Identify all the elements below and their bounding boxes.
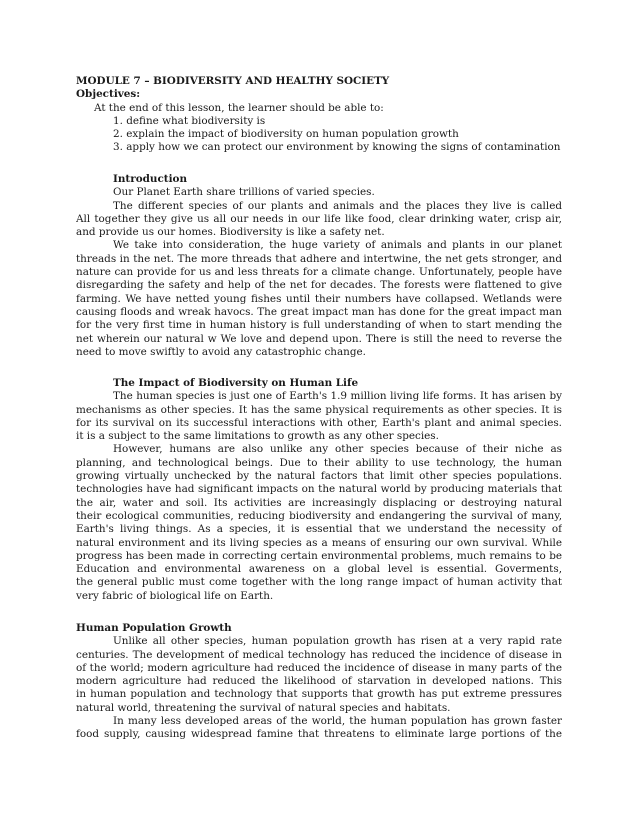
paragraph-line: Earth's living things. As a species, it is essential that we understand the necessity of xyxy=(76,523,562,536)
paragraph-line: need to move swiftly to avoid any catastrophic change. xyxy=(76,345,366,358)
paragraph-line: progress has been made in correcting certain environmental problems, much remains to be xyxy=(76,549,562,562)
paragraph-line: net wherein our natural w We love and depend upon. There is still the need to reverse the xyxy=(76,332,562,345)
paragraph-line: disregarding the safety and help of the net for decades. The forests were flattened to give xyxy=(76,279,562,292)
paragraph-line: food supply, causing widespread famine that threatens to eliminate large portions of the xyxy=(76,728,562,741)
paragraph-line: The different species of our plants and animals and the places they live is called xyxy=(113,199,562,212)
paragraph-line: Education and environmental awareness on a global level is essential. Goverments, xyxy=(76,563,562,576)
paragraph-line: farming. We have netted young fishes until their numbers have collapsed. Wetlands were xyxy=(76,292,562,305)
module-header xyxy=(76,75,562,155)
paragraph-line: However, humans are also unlike any other species because of their niche as xyxy=(113,443,562,456)
paragraph-line: technologies have had significant impacts on the natural world by producing materials that xyxy=(76,483,562,496)
paragraph-line: centuries. The development of medical technology has reduced the incidence of disease in xyxy=(76,648,562,661)
paragraph-line: growing virtually unchecked by the natural factors that limit other species populations. xyxy=(76,470,562,483)
module-title: MODULE 7 – BIODIVERSITY AND HEALTHY SOCIETY xyxy=(76,75,390,87)
impact-section xyxy=(76,377,562,603)
paragraph-line: and provide us our homes. Biodiversity is like a safety net. xyxy=(76,226,385,239)
objectives-intro: At the end of this lesson, the learner should be able to: xyxy=(94,101,384,114)
paragraph-line: it is a subject to the same limitations to growth as any other species. xyxy=(76,430,439,443)
objective-item: 2. explain the impact of biodiversity on human population growth xyxy=(113,128,459,141)
paragraph-line: modern agriculture had reduced the likelihood of starvation in developed nations. This xyxy=(76,675,562,688)
paragraph-line: nature can provide for us and less threats for a climate change. Unfortunately, people have xyxy=(76,266,562,279)
paragraph-line: threads in the net. The more threads that adhere and intertwine, the net gets stronger, and xyxy=(76,252,562,265)
paragraph-line: We take into consideration, the huge variety of animals and plants in our planet xyxy=(113,239,562,252)
paragraph-line: planning, and technological beings. Due to their ability to use technology, the human xyxy=(76,456,562,469)
section-heading: The Impact of Biodiversity on Human Life xyxy=(113,377,359,389)
paragraph-line: the general public must come together with the long range impact of human activity that xyxy=(76,576,562,589)
paragraph-line: for its survival on its successful interactions with other, Earth's plant and animal species. xyxy=(76,416,562,429)
objectives-label: Objectives: xyxy=(76,88,141,101)
population-growth-section xyxy=(76,622,562,742)
paragraph-line: of the world; modern agriculture had reduced the incidence of disease in many parts of the xyxy=(76,661,562,674)
paragraph-line: mechanisms as other species. It has the same physical requirements as other species. It is xyxy=(76,403,562,416)
objective-item: 1. define what biodiversity is xyxy=(113,114,266,127)
paragraph-line: natural environment and its living species as a means of ensuring our own survival. While xyxy=(76,536,562,549)
section-heading: Introduction xyxy=(113,173,187,185)
paragraph-line: in human population and technology that supports that growth has put extreme pressures xyxy=(76,688,562,701)
paragraph-line: Unlike all other species, human population growth has risen at a very rapid rate xyxy=(113,635,562,648)
paragraph-line: The human species is just one of Earth's 1.9 million living life forms. It has arisen by xyxy=(113,390,562,403)
paragraph-line: In many less developed areas of the world, the human population has grown faster xyxy=(113,715,562,728)
paragraph-line: causing floods and wreak havocs. The great impact man has done for the great impact man xyxy=(76,305,562,318)
paragraph-line: very fabric of biological life on Earth. xyxy=(76,589,274,602)
section-heading: Human Population Growth xyxy=(76,622,232,634)
paragraph-line: for the very first time in human history is full understanding of when to start mending the xyxy=(76,319,562,332)
introduction-section xyxy=(76,173,562,359)
paragraph-line: the air, water and soil. Its activities are increasingly displacing or destroying natural xyxy=(76,496,562,509)
objective-item: 3. apply how we can protect our environment by knowing the signs of contamination xyxy=(113,141,561,154)
paragraph-line: their ecological communities, reducing biodiversity and endangering the survival of many, xyxy=(76,509,562,522)
paragraph-line: All together they give us all our needs in our life like food, clear drinking water, crisp air, xyxy=(76,212,562,225)
paragraph-line: Our Planet Earth share trillions of varied species. xyxy=(113,186,375,199)
paragraph-line: natural world, threatening the survival of natural species and habitats. xyxy=(76,701,451,714)
